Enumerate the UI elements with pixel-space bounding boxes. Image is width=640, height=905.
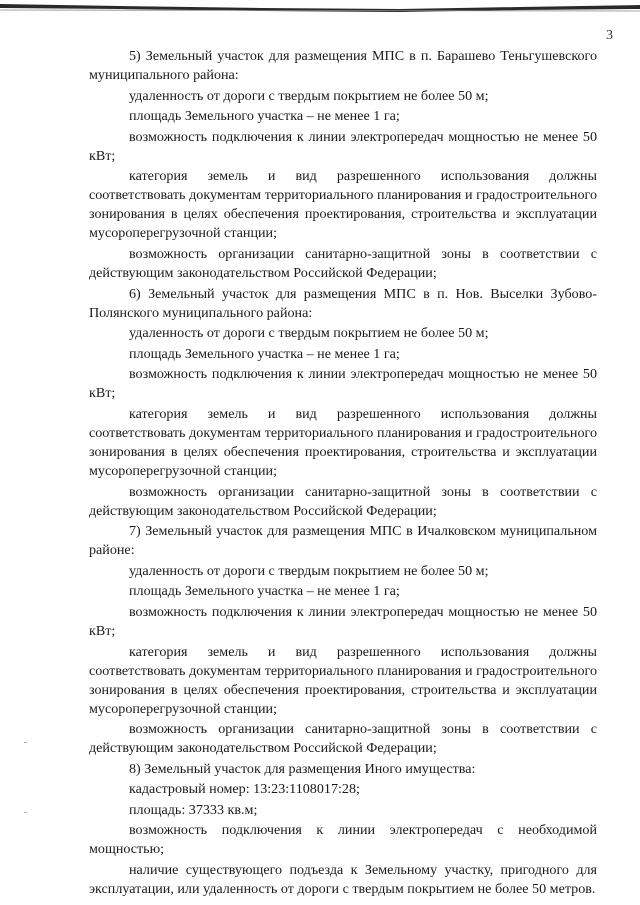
paragraph: категория земель и вид разрешенного использования должны соответствовать документам территориального планирования и градостроительного зонирования в целях обеспечения проектирования, строительства и эксплуатации мусороперегрузочной станции; [89, 168, 597, 242]
paragraph: удаленность от дороги с твердым покрытием не более 50 м; [129, 562, 489, 579]
paragraph: удаленность от дороги с твердым покрытием не более 50 м; [129, 325, 489, 342]
paragraph: возможность организации санитарно-защитной зоны в соответствии с действующим законодательством Российской Федерации; [89, 245, 597, 281]
scan-top-edge [0, 0, 640, 16]
paragraph: возможность подключения к линии электропередач мощностью не менее 50 кВт; [89, 366, 597, 402]
paragraph-item-7-heading: 7) Земельный участок для размещения МПС в Ичалковском муниципальном районе: [89, 523, 597, 559]
scan-margin-mark [24, 742, 27, 743]
paragraph: площадь Земельного участка – не менее 1 га; [129, 345, 400, 362]
paragraph-item-6-heading: 6) Земельный участок для размещения МПС в п. Нов. Выселки Зубово-Полянского муниципального района: [89, 285, 597, 321]
paragraph-item-5-heading: 5) Земельный участок для размещения МПС в п. Барашево Теньгушевского муниципального района: [89, 48, 597, 83]
paragraph-item-8-heading: 8) Земельный участок для размещения Иного имущества: [129, 760, 476, 777]
paragraph: площадь: 37333 кв.м; [129, 801, 258, 818]
page-number: 3 [606, 28, 613, 43]
paragraph: возможность подключения к линии электропередач с необходимой мощностью; [89, 822, 597, 858]
paragraph: площадь Земельного участка – не менее 1 га; [129, 108, 400, 125]
paragraph: площадь Земельного участка – не менее 1 га; [129, 583, 400, 600]
document-body [89, 47, 597, 901]
paragraph: категория земель и вид разрешенного использования должны соответствовать документам территориального планирования и градостроительного зонирования в целях обеспечения проектирования, строительства и эксплуатации мусороперегрузочной станции; [89, 643, 597, 717]
paragraph: возможность подключения к линии электропередач мощностью не менее 50 кВт; [89, 128, 597, 164]
paragraph: наличие существующего подъезда к Земельному участку, пригодного для эксплуатации, или удаленность от дороги с твердым покрытием не более 50 метров. [89, 862, 597, 898]
paragraph: возможность организации санитарно-защитной зоны в соответствии с действующим законодательством Российской Федерации; [89, 483, 597, 519]
paragraph: возможность организации санитарно-защитной зоны в соответствии с действующим законодательством Российской Федерации; [89, 721, 597, 757]
paragraph: удаленность от дороги с твердым покрытием не более 50 м; [129, 87, 489, 104]
paragraph: категория земель и вид разрешенного использования должны соответствовать документам территориального планирования и градостроительного зонирования в целях обеспечения проектирования, строительства и эксплуатации мусороперегрузочной станции; [89, 405, 597, 479]
paragraph: кадастровый номер: 13:23:1108017:28; [129, 781, 360, 798]
paragraph: возможность подключения к линии электропередач мощностью не менее 50 кВт; [89, 603, 597, 639]
scan-margin-mark [24, 812, 27, 813]
